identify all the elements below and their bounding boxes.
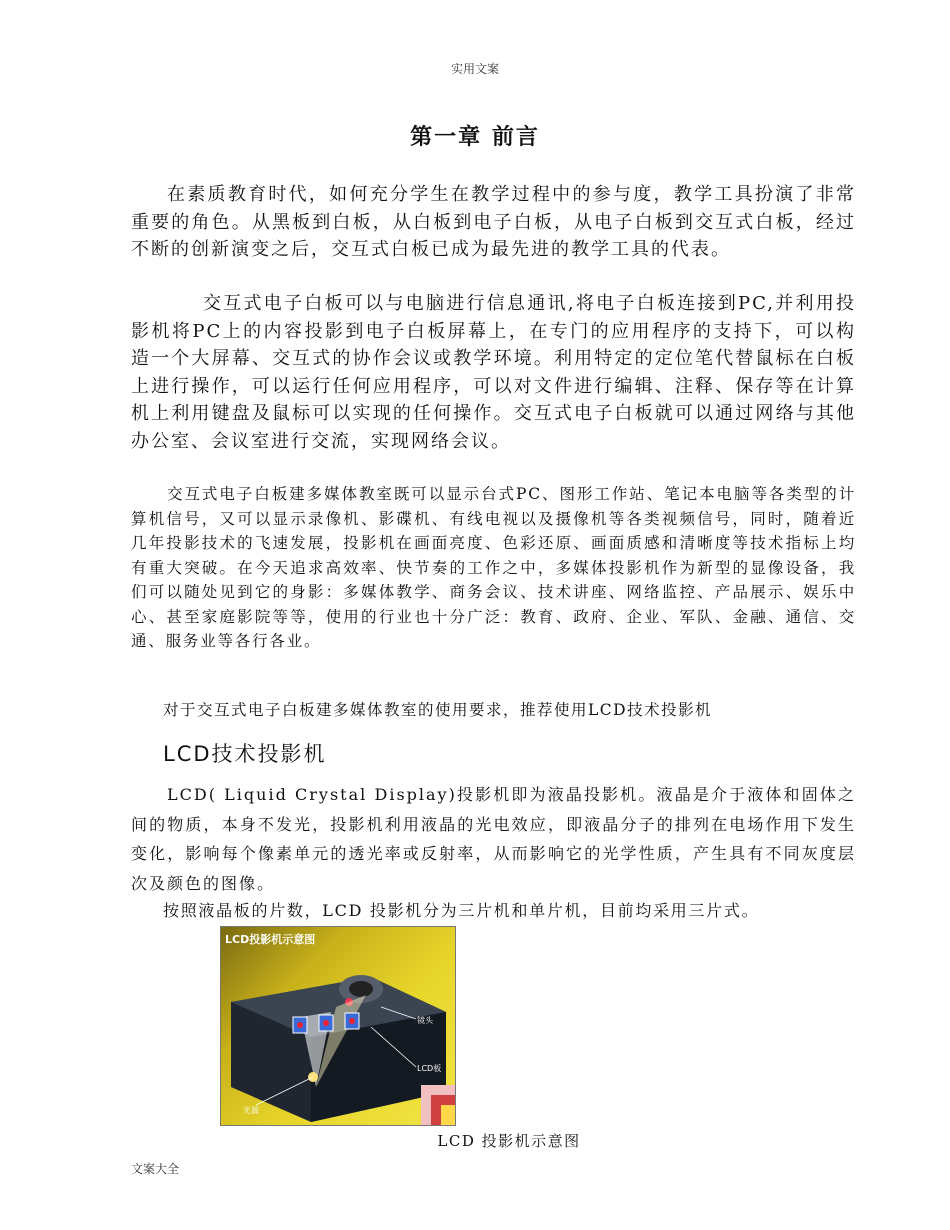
projector-illustration xyxy=(221,927,455,1125)
paragraph-multimedia: 交互式电子白板建多媒体教室既可以显示台式PC、图形工作站、笔记本电脑等各类型的计算机信号，又可以显示录像机、影碟机、有线电视以及摄像机等各类视频信号，同时，随着近几年投影技术的飞速发展，投影机在画面亮度、色彩还原、画面质感和清晰度等技术指标上均有重大突破。在今天追求高效率、快节奏的工作之中，多媒体投影机作为新型的显像设备，我们可以随处见到它的身影：多媒体教学、商务会议、技术讲座、网络监控、产品展示、娱乐中心、甚至家庭影院等等，使用的行业也十分广泛：教育、政府、企业、军队、金融、通信、交通、服务业等各行各业。 xyxy=(131,485,856,650)
paragraph-whiteboard: 交互式电子白板可以与电脑进行信息通讯,将电子白板连接到PC,并利用投影机将PC上的内容投影到电子白板屏幕上，在专门的应用程序的支持下，可以构造一个大屏幕、交互式的协作会议或教学环境。利用特定的定位笔代替鼠标在白板上进行操作，可以运行任何应用程序，可以对文件进行编辑、注释、保存等在计算机上利用键盘及鼠标可以实现的任何操作。交互式电子白板就可以通过网络与其他办公室、会议室进行交流，实现网络会议。 xyxy=(131,293,856,452)
figure-title: LCD投影机示意图 xyxy=(225,933,316,946)
lens-label: 镜头 xyxy=(417,1016,433,1025)
paragraph-lcd-definition: LCD( Liquid Crystal Display)投影机即为液晶投影机。液晶是介于液体和固体之间的物质，本身不发光，投影机利用液晶的光电效应，即液晶分子的排列在电场作用下发生变化，影响每个像素单元的透光率或反射率，从而影响它的光学性质，产生具有不同灰度层次及颜色的图像。 xyxy=(131,785,856,893)
paragraph-intro: 在素质教育时代，如何充分学生在教学过程中的参与度，教学工具扮演了非常重要的角色。从黑板到白板，从白板到电子白板，从电子白板到交互式白板，经过不断的创新演变之后，交互式白板已成为最先进的教学工具的代表。 xyxy=(131,184,856,260)
lcd-panel-label: LCD板 xyxy=(417,1064,442,1073)
section-heading: LCD技术投影机 xyxy=(163,742,327,766)
light-source-label: 光源 xyxy=(243,1106,259,1115)
lcd-projector-diagram xyxy=(220,926,456,1126)
paragraph-recommendation: 对于交互式电子白板建多媒体教室的使用要求，推荐使用LCD技术投影机 xyxy=(163,701,713,719)
chapter-title: 第一章 前言 xyxy=(410,124,540,150)
page-header: 实用文案 xyxy=(450,62,499,76)
figure-caption: LCD 投影机示意图 xyxy=(437,1132,581,1150)
page-footer: 文案大全 xyxy=(131,1162,180,1176)
paragraph-lcd-types: 按照液晶板的片数，LCD 投影机分为三片机和单片机，目前均采用三片式。 xyxy=(163,901,760,920)
